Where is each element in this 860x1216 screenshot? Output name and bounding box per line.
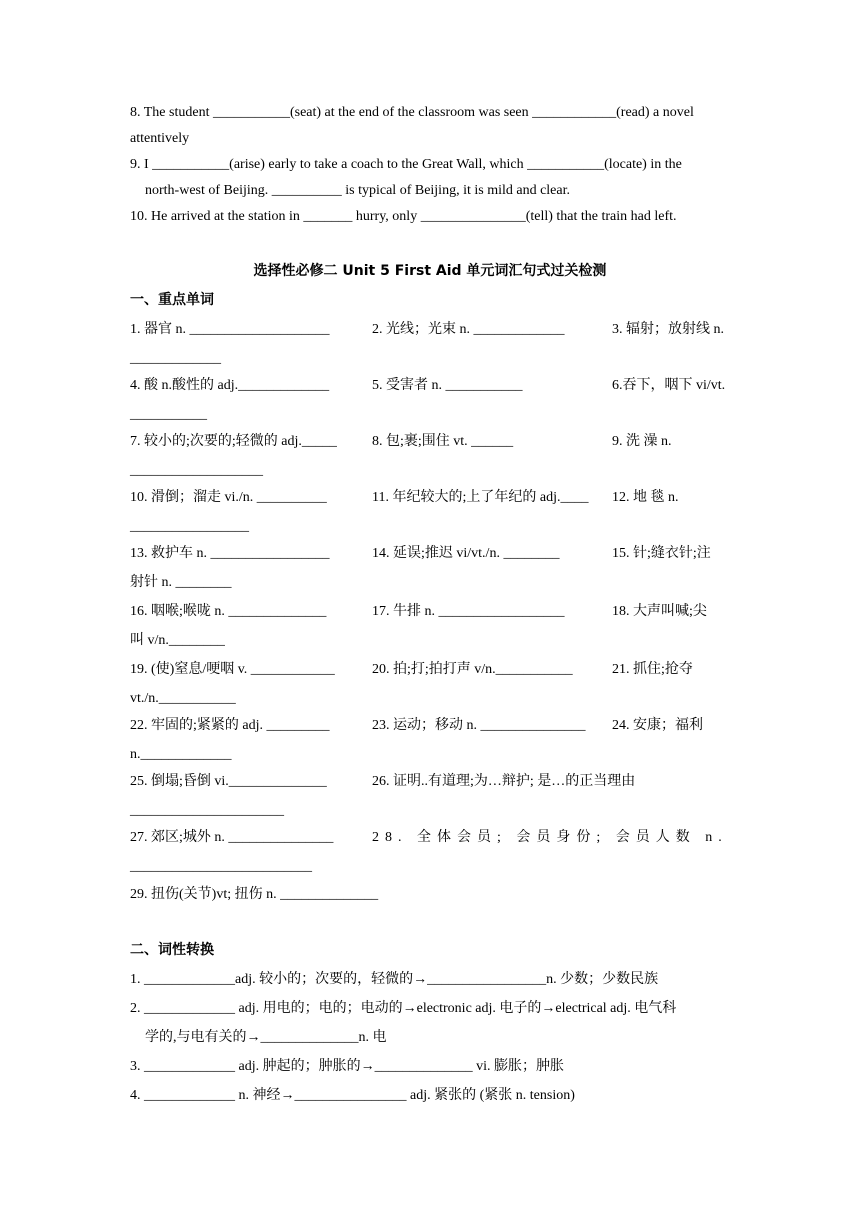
vocab-item-continued: ___________________: [130, 463, 263, 478]
vocab-item: 19. (使)窒息/哽咽 v. ____________: [130, 662, 335, 677]
vocab-item: 11. 年纪较大的;上了年纪的 adj.____: [372, 490, 589, 505]
vocab-item: 5. 受害者 n. ___________: [372, 378, 523, 393]
conversion-line: 4. _____________ n. 神经→________________ adj. 紧张的 (紧张 n. tension): [130, 1088, 575, 1103]
vocab-item-continued: _____________: [130, 351, 221, 366]
vocab-item: 16. 咽喉;喉咙 n. ______________: [130, 604, 327, 619]
vocab-item-continued: 叫 v/n.________: [130, 633, 225, 648]
vocab-item: 9. 洗 澡 n.: [612, 434, 672, 449]
vocab-item-continued: 射针 n. ________: [130, 575, 232, 590]
vocab-item: 12. 地 毯 n.: [612, 490, 679, 505]
vocab-item: 23. 运动；移动 n. _______________: [372, 718, 586, 733]
exercise-line: 10. He arrived at the station in _______ hurry, only _______________(tell) that the train had left.: [130, 209, 677, 224]
conversion-line: 2. _____________ adj. 用电的；电的；电动的→electronic adj. 电子的→electrical adj. 电气科: [130, 1001, 677, 1016]
vocab-item: 3. 辐射；放射线 n.: [612, 322, 724, 337]
vocab-item: 28. 全体会员; 会员身份; 会员人数 n.: [372, 830, 728, 845]
vocab-item: 26. 证明..有道理;为…辩护; 是…的正当理由: [372, 774, 636, 789]
section-heading-key-words: 一、重点单词: [130, 292, 214, 308]
vocab-item-continued: __________________________: [130, 859, 312, 874]
vocab-item: 1. 器官 n. ____________________: [130, 322, 330, 337]
conversion-line: 3. _____________ adj. 肿起的；肿胀的→______________ vi. 膨胀；肿胀: [130, 1059, 564, 1074]
page-title: 选择性必修二 Unit 5 First Aid 单元词汇句式过关检测: [253, 263, 607, 279]
vocab-item-continued: n._____________: [130, 747, 232, 762]
vocab-item: 4. 酸 n.酸性的 adj._____________: [130, 378, 330, 393]
vocab-item: 2. 光线；光束 n. _____________: [372, 322, 565, 337]
vocab-item: 29. 扭伤(关节)vt; 扭伤 n. ______________: [130, 887, 379, 902]
vocab-item-continued: ______________________: [130, 803, 284, 818]
vocab-item: 8. 包;裹;围住 vt. ______: [372, 434, 514, 449]
section-heading-word-forms: 二、词性转换: [130, 942, 214, 958]
exercise-line: attentively: [130, 131, 190, 146]
exercise-line: 8. The student ___________(seat) at the end of the classroom was seen ____________(read) a novel: [130, 105, 694, 120]
exercise-line: 9. I ___________(arise) early to take a coach to the Great Wall, which ___________(locate) in the: [130, 157, 682, 172]
vocab-item: 17. 牛排 n. __________________: [372, 604, 565, 619]
vocab-item: 18. 大声叫喊;尖: [612, 604, 707, 619]
conversion-line: 学的,与电有关的→______________n. 电: [145, 1030, 387, 1045]
vocab-item-continued: _________________: [130, 519, 249, 534]
vocab-item: 10. 滑倒；溜走 vi./n. __________: [130, 490, 327, 505]
vocab-item: 6.吞下，咽下 vi/vt.: [612, 378, 726, 393]
vocab-item-continued: ___________: [130, 407, 207, 422]
vocab-item-continued: vt./n.___________: [130, 691, 236, 706]
vocab-item: 21. 抓住;抢夺: [612, 662, 693, 677]
vocab-item: 7. 较小的;次要的;轻微的 adj._____: [130, 434, 337, 449]
conversion-line: 1. _____________adj. 较小的；次要的，轻微的→_________________n. 少数；少数民族: [130, 972, 659, 987]
vocab-item: 14. 延误;推迟 vi/vt./n. ________: [372, 546, 560, 561]
vocab-item: 15. 针;缝衣针;注: [612, 546, 711, 561]
vocab-item: 24. 安康；福利: [612, 718, 703, 733]
vocab-item: 20. 拍;打;拍打声 v/n.___________: [372, 662, 573, 677]
vocab-item: 22. 牢固的;紧紧的 adj. _________: [130, 718, 330, 733]
exercise-line: north-west of Beijing. __________ is typical of Beijing, it is mild and clear.: [145, 183, 570, 198]
vocab-item: 25. 倒塌;昏倒 vi.______________: [130, 774, 327, 789]
vocab-item: 13. 救护车 n. _________________: [130, 546, 330, 561]
vocab-item: 27. 郊区;城外 n. _______________: [130, 830, 334, 845]
